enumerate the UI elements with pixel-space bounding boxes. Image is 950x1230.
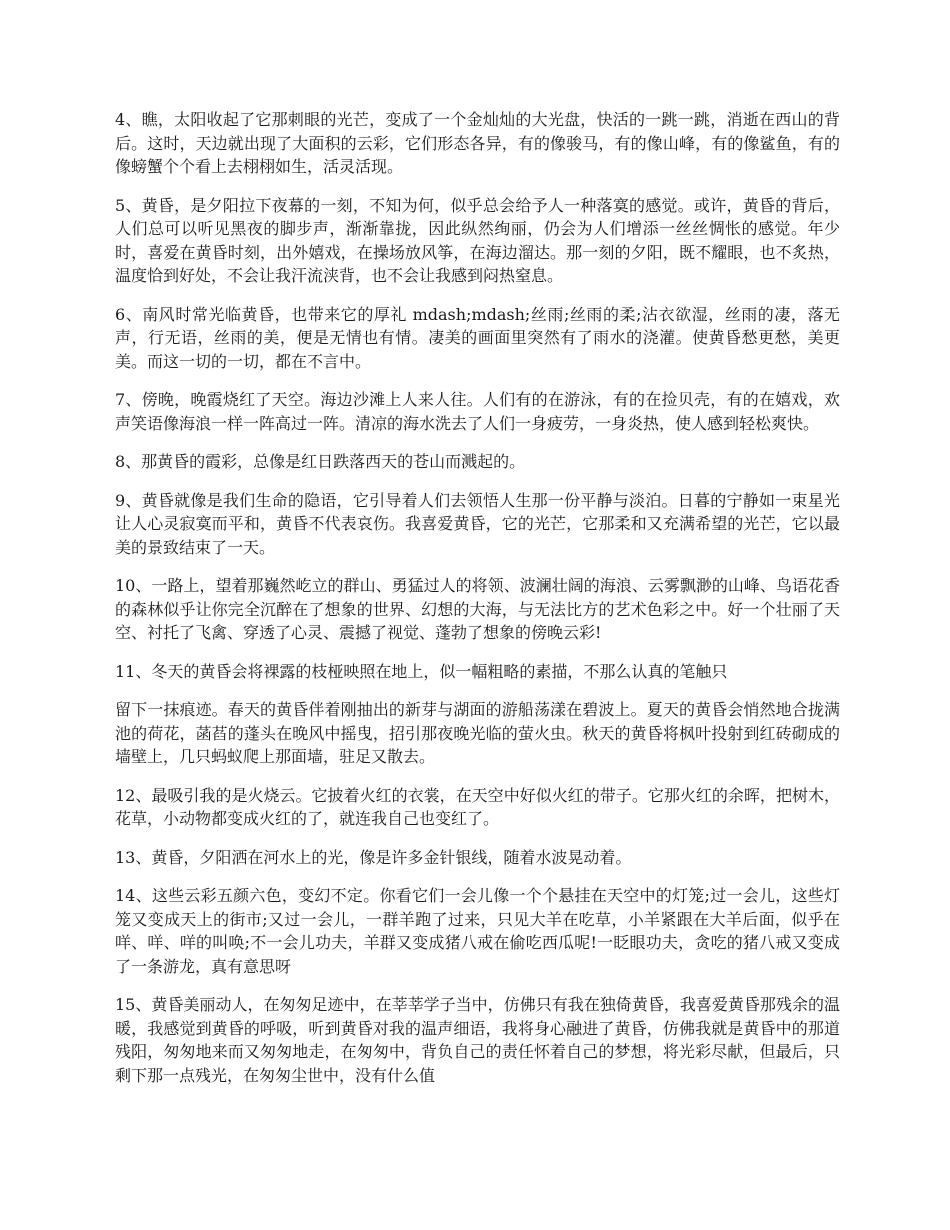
paragraph-15: 15、黄昏美丽动人，在匆匆足迹中，在莘莘学子当中，仿佛只有我在独倚黄昏，我喜爱黄昏那残余的温暖，我感觉到黄昏的呼吸，听到黄昏对我的温声细语，我将身心融进了黄昏，仿佛我就是黄昏中的那道残阳，匆匆地来而又匆匆地走，在匆匆中，背负自己的责任怀着自己的梦想，将光彩尽献，但最后，只剩下那一点残光，在匆匆尘世中，没有什么值 bbox=[115, 995, 840, 1085]
paragraph-5: 5、黄昏，是夕阳拉下夜幕的一刻，不知为何，似乎总会给予人一种落寞的感觉。或许，黄昏的背后，人们总可以听见黑夜的脚步声，渐渐靠拢，因此纵然绚丽，仍会为人们增添一丝丝惆怅的感觉。年少时，喜爱在黄昏时刻，出外嬉戏，在操场放风筝，在海边溜达。那一刻的夕阳，既不耀眼，也不炙热，温度恰到好处，不会让我汗流浃背，也不会让我感到闷热窒息。 bbox=[115, 195, 840, 285]
paragraph-11-continued: 留下一抹痕迹。春天的黄昏伴着刚抽出的新芽与湖面的游船荡漾在碧波上。夏天的黄昏会悄然地合拢满池的荷花，菡萏的蓬头在晚风中摇曳，招引那夜晚光临的萤火虫。秋天的黄昏将枫叶投射到红砖砌成的墙壁上，几只蚂蚁爬上那面墙，驻足又散去。 bbox=[115, 700, 840, 766]
paragraph-10: 10、一路上，望着那巍然屹立的群山、勇猛过人的将领、波澜壮阔的海浪、云雾飘渺的山峰、鸟语花香的森林似乎让你完全沉醉在了想象的世界、幻想的大海，与无法比方的艺术色彩之中。好一个壮丽了天空、衬托了飞禽、穿透了心灵、震撼了视觉、蓬勃了想象的傍晚云彩! bbox=[115, 576, 840, 642]
paragraph-7: 7、傍晚，晚霞烧红了天空。海边沙滩上人来人往。人们有的在游泳，有的在捡贝壳，有的在嬉戏，欢声笑语像海浪一样一阵高过一阵。清凉的海水洗去了人们一身疲劳，一身炎热，使人感到轻松爽快。 bbox=[115, 390, 840, 433]
paragraph-14: 14、这些云彩五颜六色，变幻不定。你看它们一会儿像一个个悬挂在天空中的灯笼;过一会儿，这些灯笼又变成天上的街市;又过一会儿，一群羊跑了过来，只见大羊在吃草，小羊紧跟在大羊后面，似乎在咩、咩、咩的叫唤;不一会儿功夫，羊群又变成猪八戒在偷吃西瓜呢!一眨眼功夫，贪吃的猪八戒又变成了一条游龙，真有意思呀 bbox=[115, 886, 840, 976]
paragraph-8: 8、那黄昏的霞彩，总像是红日跌落西天的苍山而溅起的。 bbox=[115, 452, 526, 471]
paragraph-13: 13、黄昏，夕阳洒在河水上的光，像是许多金针银线，随着水波晃动着。 bbox=[115, 847, 632, 867]
document-body bbox=[115, 108, 840, 1102]
paragraph-11: 11、冬天的黄昏会将裸露的枝桠映照在地上，似一幅粗略的素描，不那么认真的笔触只 bbox=[115, 661, 728, 681]
paragraph-9: 9、黄昏就像是我们生命的隐语，它引导着人们去领悟人生那一份平静与淡泊。日暮的宁静如一束星光让人心灵寂寞而平和，黄昏不代表哀伤。我喜爱黄昏，它的光芒，它那柔和又充满希望的光芒，它以最美的景致结束了一天。 bbox=[115, 490, 840, 557]
paragraph-12: 12、最吸引我的是火烧云。它披着火红的衣裳，在天空中好似火红的带子。它那火红的余晖，把树木，花草，小动物都变成火红的了，就连我自己也变红了。 bbox=[115, 785, 840, 828]
paragraph-4: 4、瞧，太阳收起了它那刺眼的光芒，变成了一个金灿灿的大光盘，快活的一跳一跳，消逝在西山的背后。这时，天边就出现了大面积的云彩，它们形态各异，有的像骏马，有的像山峰，有的像鲨鱼，有的像螃蟹个个看上去栩栩如生，活灵活现。 bbox=[115, 110, 840, 176]
paragraph-6: 6、南风时常光临黄昏，也带来它的厚礼 mdash;mdash;丝雨;丝雨的柔;沾衣欲湿，丝雨的凄，落无声，行无语，丝雨的美，便是无情也有情。凄美的画面里突然有了雨水的浇灌。使黄昏愁更愁，美更美。而这一切的一切，都在不言中。 bbox=[115, 304, 840, 371]
